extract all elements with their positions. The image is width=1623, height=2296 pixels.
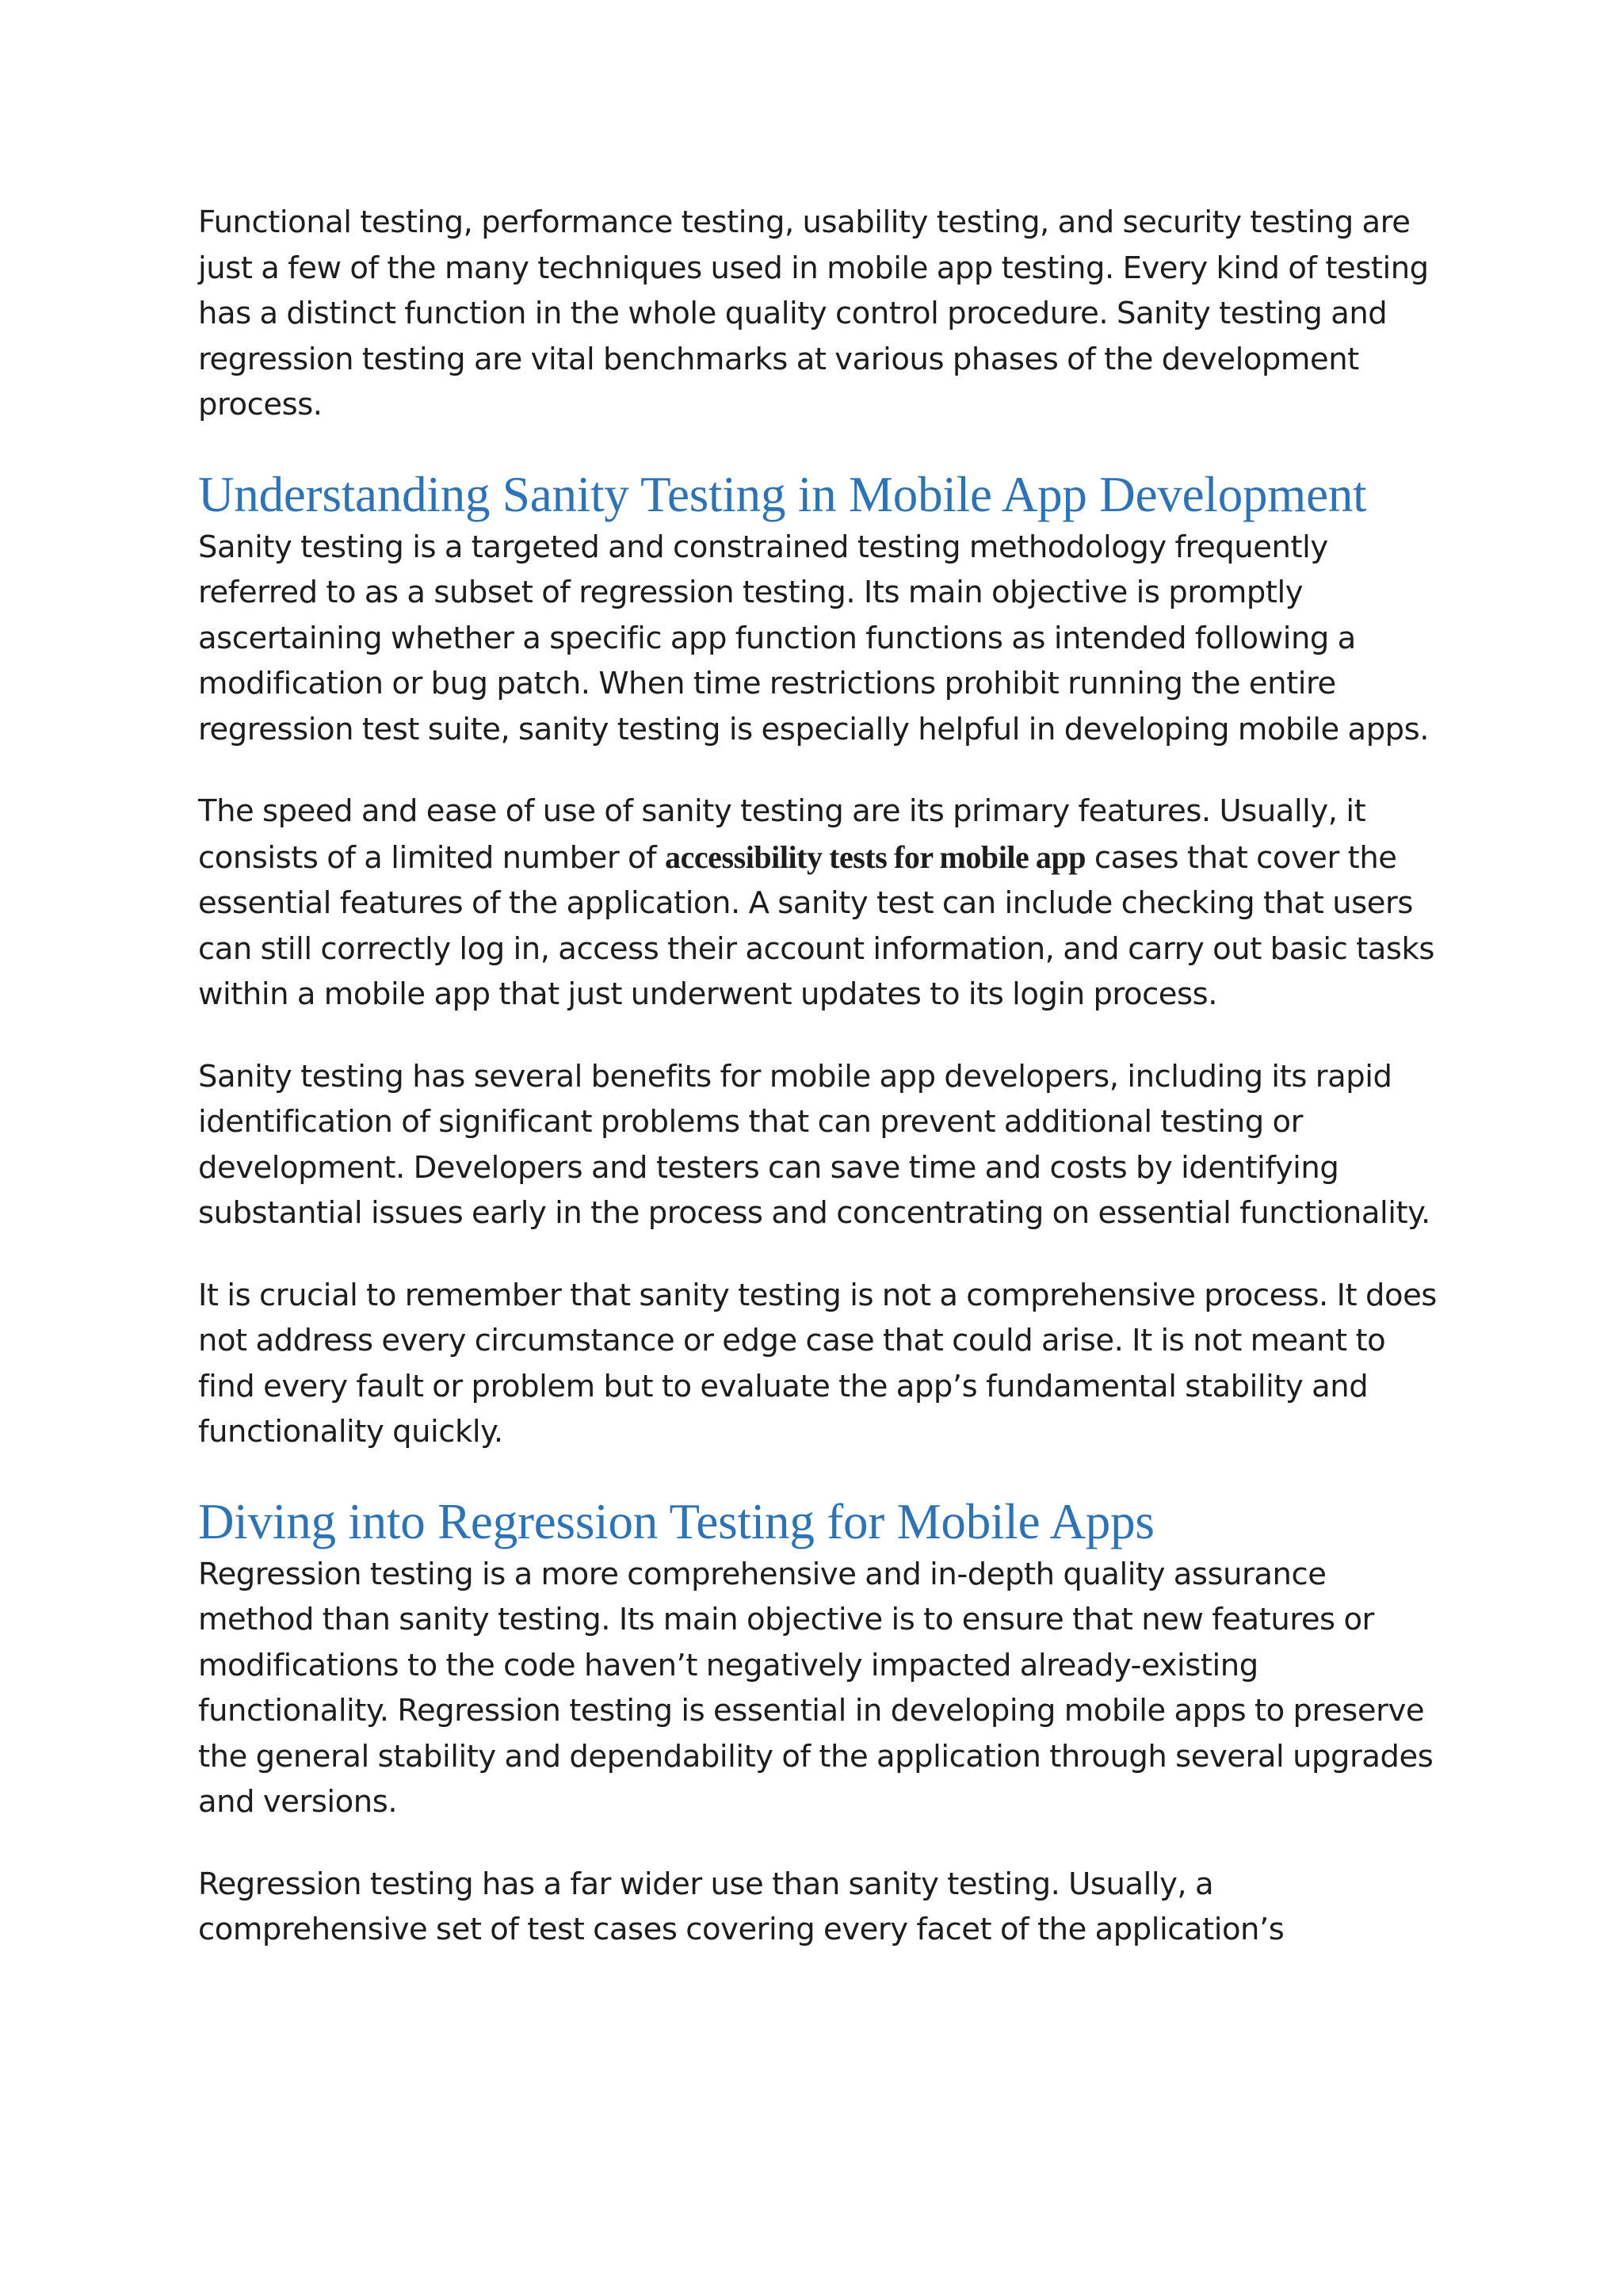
accessibility-tests-link[interactable]: accessibility tests for mobile app <box>665 839 1086 875</box>
regression-paragraph-2: Regression testing has a far wider use than sanity testing. Usually, a comprehensive set of test cases covering every facet of the application’s <box>198 1866 1285 1947</box>
sanity-paragraph-2-end: cases that cover the essential features of the application. A sanity test can include checking that users can still correctly log in, access their account information, and carry out basic tasks within a mobile app that just underwent updates to its login process. <box>198 839 1434 1012</box>
sanity-paragraph-3: Sanity testing has several benefits for mobile app developers, including its rapid identification of significant problems that can prevent additional testing or development. Developers and testers can save time and costs by identifying substantial issues early in the process and concentrating on essential functionality. <box>198 1058 1430 1231</box>
intro-paragraph: Functional testing, performance testing, usability testing, and security testing are just a few of the many techniques used in mobile app testing. Every kind of testing has a distinct function in the whole quality control procedure. Sanity testing and regression testing are vital benchmarks at various phases of the development process. <box>198 204 1429 422</box>
sanity-paragraph-2-start: The speed and ease of use of sanity testing are its primary features. Usually, it consists of a limited number of <box>198 793 1366 876</box>
section-heading-sanity-testing: Understanding Sanity Testing in Mobile App Development <box>198 466 1367 522</box>
sanity-paragraph-4: It is crucial to remember that sanity testing is not a comprehensive process. It does not address every circumstance or edge case that could arise. It is not meant to find every fault or problem but to evaluate the app’s fundamental stability and functionality quickly. <box>198 1277 1437 1450</box>
sanity-paragraph-2 <box>198 789 1450 1018</box>
sanity-paragraph-1: Sanity testing is a targeted and constrained testing methodology frequently referred to as a subset of regression testing. Its main objective is promptly ascertaining whether a specific app function functions as intended following a modification or bug patch. When time restrictions prohibit running the entire regression test suite, sanity testing is especially helpful in developing mobile apps. <box>198 529 1430 747</box>
regression-paragraph-1: Regression testing is a more comprehensive and in-depth quality assurance method than sanity testing. Its main objective is to ensure that new features or modifications to the code haven’t negatively impacted already-existing functionality. Regression testing is essential in developing mobile apps to preserve the general stability and dependability of the application through several upgrades and versions. <box>198 1556 1434 1820</box>
document-page <box>198 200 1450 1989</box>
section-heading-regression-testing: Diving into Regression Testing for Mobile Apps <box>198 1493 1155 1549</box>
